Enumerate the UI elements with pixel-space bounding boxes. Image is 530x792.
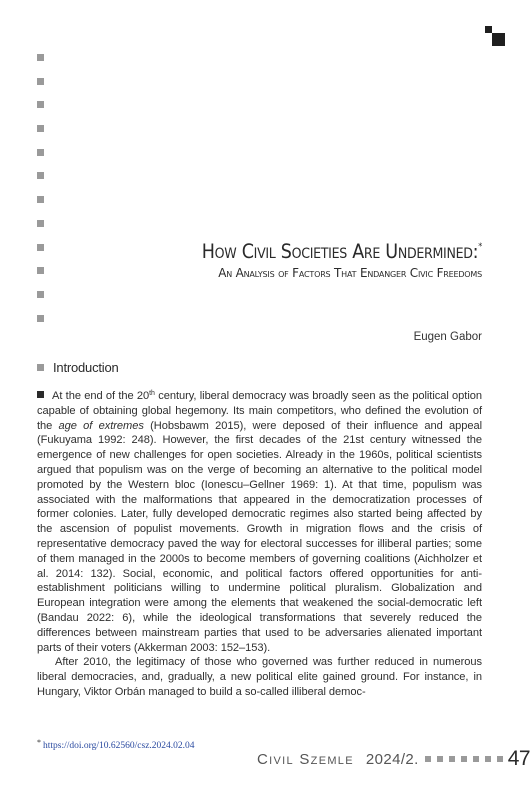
ordinal-suffix: th (149, 390, 155, 397)
side-bullet-column (37, 54, 45, 338)
article-title (202, 240, 482, 263)
side-bullet (37, 220, 44, 227)
side-bullet (37, 78, 44, 85)
page-footer (257, 746, 530, 772)
italic-term: age of extremes (58, 419, 144, 432)
journal-name: Civil Szemle (257, 750, 354, 768)
paragraph-text: (Hobsbawm 2015), were deposed of their influence and appeal (Fukuyama 1992: 248). However, the first decades of the 21st century witnessed the emergence of new challenges for open societies. Already in the 1960s, political scientists argued that populism was on the verge of becoming an alternative to the political model promoted by the Western bloc (Ionescu–Gellner 1969: 1). At that time, populism was associated with the malformations that appeared in the democratization processes of former colonies. Later, fully developed democratic regimes also started being affected by the ascension of populist movements. Growth in migration flows and the crisis of representative democracy paved the way for electoral successes for illiberal parties; some of them managed in the 2000s to become members of governing coalitions (Aichholzer et al. 2014: 132). Social, economic, and political factors offered opportunities for anti-establishment politicians willing to undermine political pluralism. Globalization and European integration were among the elements that weakened the social-democratic left (Bandau 2022: 6), while the ideological transformations that severely reduced the differences between mainstream parties that used to be adversaries alienated important parts of their voters (Akkerman 2003: 152–153). (37, 419, 482, 654)
paragraph-text: At the end of the 20 (52, 390, 150, 402)
author-name: Eugen Gabor (413, 331, 482, 343)
footer-dot-row (425, 756, 503, 762)
footnote (37, 738, 195, 751)
side-bullet (37, 101, 44, 108)
side-bullet (37, 54, 44, 61)
page-number: 47 (507, 747, 530, 770)
footer-dot (449, 756, 455, 762)
side-bullet (37, 172, 44, 179)
side-bullet (37, 267, 44, 274)
side-bullet (37, 244, 44, 251)
footer-dot (497, 756, 503, 762)
paragraph-lead-square-icon (37, 391, 44, 398)
paragraph: After 2010, the legitimacy of those who governed was further reduced in numerous liberal democracies, and, gradually, a new political elite gained ground. For instance, in Hungary, Viktor Orbán managed to build a so-called illiberal democ- (37, 656, 482, 698)
article-body (37, 387, 482, 700)
side-bullet (37, 125, 44, 132)
footer-dot (425, 756, 431, 762)
footer-dot (485, 756, 491, 762)
paragraph (37, 387, 482, 655)
paragraph-text: century, liberal democracy was broadly seen as the political option capable of obtaining global hegemony. Its main competitors, who defined the evolution of the (37, 390, 482, 432)
side-bullet (37, 315, 44, 322)
article-title-text: How Civil Societies Are Undermined: (201, 240, 479, 263)
issue-label: 2024/2. (365, 750, 419, 768)
side-bullet (37, 196, 44, 203)
article-subtitle: An Analysis of Factors That Endanger Civic Freedoms (218, 266, 482, 280)
side-bullet (37, 149, 44, 156)
section-heading (37, 360, 119, 375)
footer-dot (461, 756, 467, 762)
section-heading-label: Introduction (53, 360, 119, 375)
footer-dot (473, 756, 479, 762)
doi-link[interactable]: https://doi.org/10.62560/csz.2024.02.04 (43, 741, 195, 751)
side-bullet (37, 291, 44, 298)
footer-dot (437, 756, 443, 762)
title-footnote-mark: * (478, 242, 482, 252)
footnote-mark: * (37, 738, 41, 747)
corner-logo-mark (485, 26, 505, 46)
section-bullet-icon (37, 364, 44, 371)
